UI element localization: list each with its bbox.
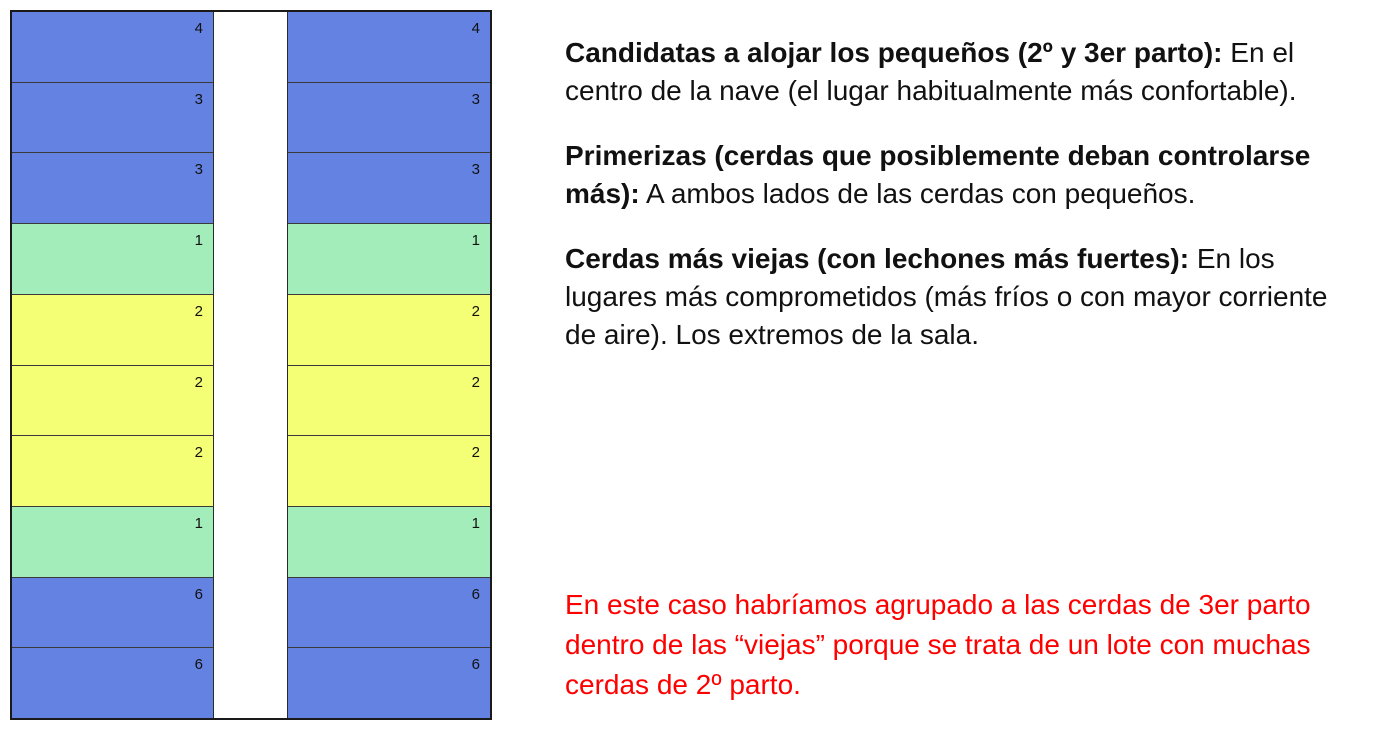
legend-heading: Candidatas a alojar los pequeños (2º y 3er parto): xyxy=(565,37,1223,68)
pen-number: 2 xyxy=(471,373,480,391)
pen-left xyxy=(12,366,213,437)
pen-number: 3 xyxy=(194,161,203,179)
legend-heading: Cerdas más viejas (con lechones más fuertes): xyxy=(565,243,1190,274)
pen-left xyxy=(12,648,213,718)
pen-right xyxy=(288,507,490,578)
pen-right xyxy=(288,648,490,718)
pen-number: 2 xyxy=(471,444,480,462)
pen-left xyxy=(12,224,213,295)
legend-heading: Primerizas (cerdas que posiblemente deban controlarse más): xyxy=(565,140,1311,209)
pen-right xyxy=(288,224,490,295)
pen-number: 1 xyxy=(194,514,203,532)
pen-number: 4 xyxy=(471,20,480,37)
pen-number: 2 xyxy=(194,373,203,391)
pen-right xyxy=(288,295,490,366)
pen-left xyxy=(12,436,213,507)
pen-number: 4 xyxy=(194,20,203,37)
legend-item-older-sows xyxy=(565,240,1355,354)
pen-right xyxy=(288,153,490,224)
pen-right xyxy=(288,578,490,649)
pen-right xyxy=(288,12,490,83)
pen-number: 2 xyxy=(194,302,203,320)
pen-number: 2 xyxy=(471,302,480,320)
pen-left xyxy=(12,507,213,578)
pen-left xyxy=(12,578,213,649)
right-pen-column xyxy=(288,12,490,718)
legend-text: En el centro de la nave (el lugar habitualmente más confortable). xyxy=(565,37,1297,106)
barn-layout xyxy=(10,10,492,720)
pen-number: 2 xyxy=(194,444,203,462)
pen-number: 6 xyxy=(194,585,203,603)
pen-number: 3 xyxy=(194,90,203,108)
pen-number: 3 xyxy=(471,90,480,108)
center-aisle xyxy=(213,12,288,718)
pen-right xyxy=(288,366,490,437)
legend-text: En los lugares más comprometidos (más fríos o con mayor corriente de aire). Los extremos de la sala. xyxy=(565,243,1328,350)
pen-number: 6 xyxy=(194,656,203,674)
pen-number: 1 xyxy=(471,232,480,250)
red-note: En este caso habríamos agrupado a las cerdas de 3er parto dentro de las “viejas” porque se trata de un lote con muchas cerdas de 2º parto. xyxy=(565,589,1311,700)
legend-item-middle-parity xyxy=(565,34,1355,110)
pen-number: 1 xyxy=(194,232,203,250)
legend-text: A ambos lados de las cerdas con pequeños. xyxy=(639,178,1196,209)
pen-left xyxy=(12,12,213,83)
legend-item-gilts xyxy=(565,137,1355,213)
pen-number: 3 xyxy=(471,161,480,179)
pen-left xyxy=(12,295,213,366)
pen-left xyxy=(12,153,213,224)
pen-number: 1 xyxy=(471,514,480,532)
pen-right xyxy=(288,83,490,154)
pen-number: 6 xyxy=(471,656,480,674)
pen-number: 6 xyxy=(471,585,480,603)
left-pen-column xyxy=(12,12,213,718)
pen-left xyxy=(12,83,213,154)
pen-right xyxy=(288,436,490,507)
legend xyxy=(565,34,1355,381)
